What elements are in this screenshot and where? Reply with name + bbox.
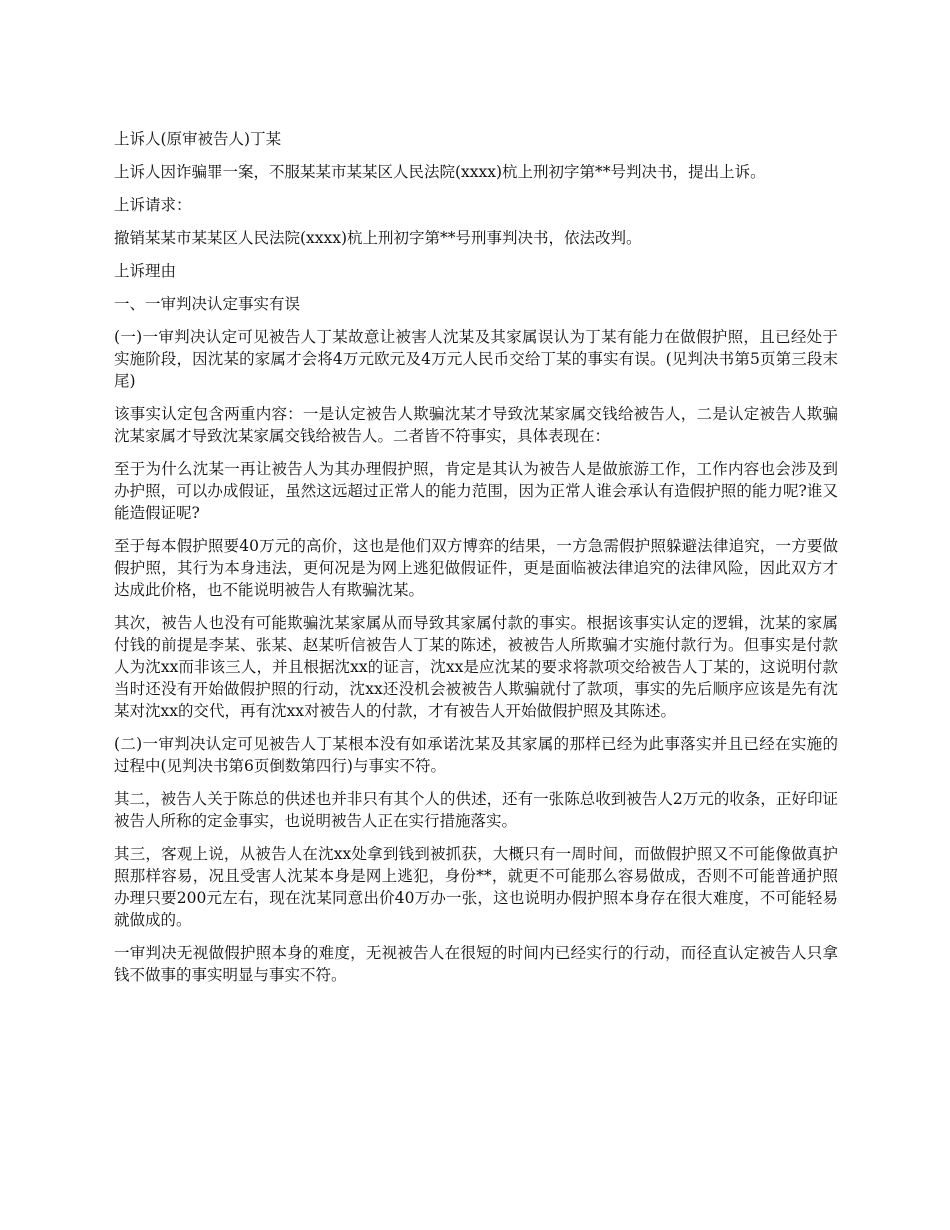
section-one-heading: 一、一审判决认定事实有误 [114, 295, 301, 313]
document-body [114, 128, 838, 997]
body-paragraph: 其三，客观上说，从被告人在沈xx处拿到钱到被抓获，大概只有一周时间，而做假护照又不可能像做真护照那样容易，况且受害人沈某本身是网上逃犯，身份**，就更不可能那么容易做成，否则不可能普通护照办理只要200元左右，现在沈某同意出价40万办一张，这也说明办假护照本身存在很大难度，不可能轻易就做成的。 [114, 845, 838, 929]
body-paragraph: 其次，被告人也没有可能欺骗沈某家属从而导致其家属付款的事实。根据该事实认定的逻辑，沈某的家属付钱的前提是李某、张某、赵某听信被告人丁某的陈述，被被告人所欺骗才实施付款行为。但事实是付款人为沈xx而非该三人，并且根据沈xx的证言，沈xx是应沈某的要求将款项交给被告人丁某的，这说明付款当时还没有开始做假护照的行动，沈xx还没机会被被告人欺骗就付了款项，事实的先后顺序应该是先有沈某对沈xx的交代，再有沈xx对被告人的付款，才有被告人开始做假护照及其陈述。 [114, 614, 838, 720]
appeal-intro-paragraph: 上诉人因诈骗罪一案，不服某某市某某区人民法院(xxxx)杭上刑初字第**号判决书，提出上诉。 [114, 163, 766, 181]
body-paragraph: 其二，被告人关于陈总的供述也并非只有其个人的供述，还有一张陈总收到被告人2万元的收条，正好印证被告人所称的定金事实，也说明被告人正在实行措施落实。 [114, 790, 838, 830]
appeal-request-paragraph: 撤销某某市某某区人民法院(xxxx)杭上刑初字第**号刑事判决书，依法改判。 [114, 229, 642, 247]
body-paragraph: 至于为什么沈某一再让被告人为其办理假护照，肯定是其认为被告人是做旅游工作，工作内容也会涉及到办护照，可以办成假证，虽然这远超过正常人的能力范围，因为正常人谁会承认有造假护照的能力呢?谁又能造假证呢? [114, 460, 838, 522]
appellant-line: 上诉人(原审被告人)丁某 [114, 130, 282, 148]
body-paragraph: 该事实认定包含两重内容：一是认定被告人欺骗沈某才导致沈某家属交钱给被告人，二是认定被告人欺骗沈某家属才导致沈某家属交钱给被告人。二者皆不符事实，具体表现在： [114, 405, 838, 445]
body-paragraph: (一)一审判决认定可见被告人丁某故意让被害人沈某及其家属误认为丁某有能力在做假护照，且已经处于实施阶段，因沈某的家属才会将4万元欧元及4万元人民币交给丁某的事实有误。(见判决书第5页第三段末尾) [114, 328, 838, 390]
conclusion-paragraph: 一审判决无视做假护照本身的难度，无视被告人在很短的时间内已经实行的行动，而径直认定被告人只拿钱不做事的事实明显与事实不符。 [114, 944, 838, 984]
body-paragraph: 至于每本假护照要40万元的高价，这也是他们双方博弈的结果，一方急需假护照躲避法律追究，一方要做假护照，其行为本身违法，更何况是为网上逃犯做假证件，更是面临被法律追究的法律风险，因此双方才达成此价格，也不能说明被告人有欺骗沈某。 [114, 537, 838, 599]
appeal-reasons-heading: 上诉理由 [114, 262, 177, 280]
body-paragraph: (二)一审判决认定可见被告人丁某根本没有如承诺沈某及其家属的那样已经为此事落实并且已经在实施的过程中(见判决书第6页倒数第四行)与事实不符。 [114, 735, 838, 775]
appeal-request-heading: 上诉请求： [114, 196, 192, 214]
